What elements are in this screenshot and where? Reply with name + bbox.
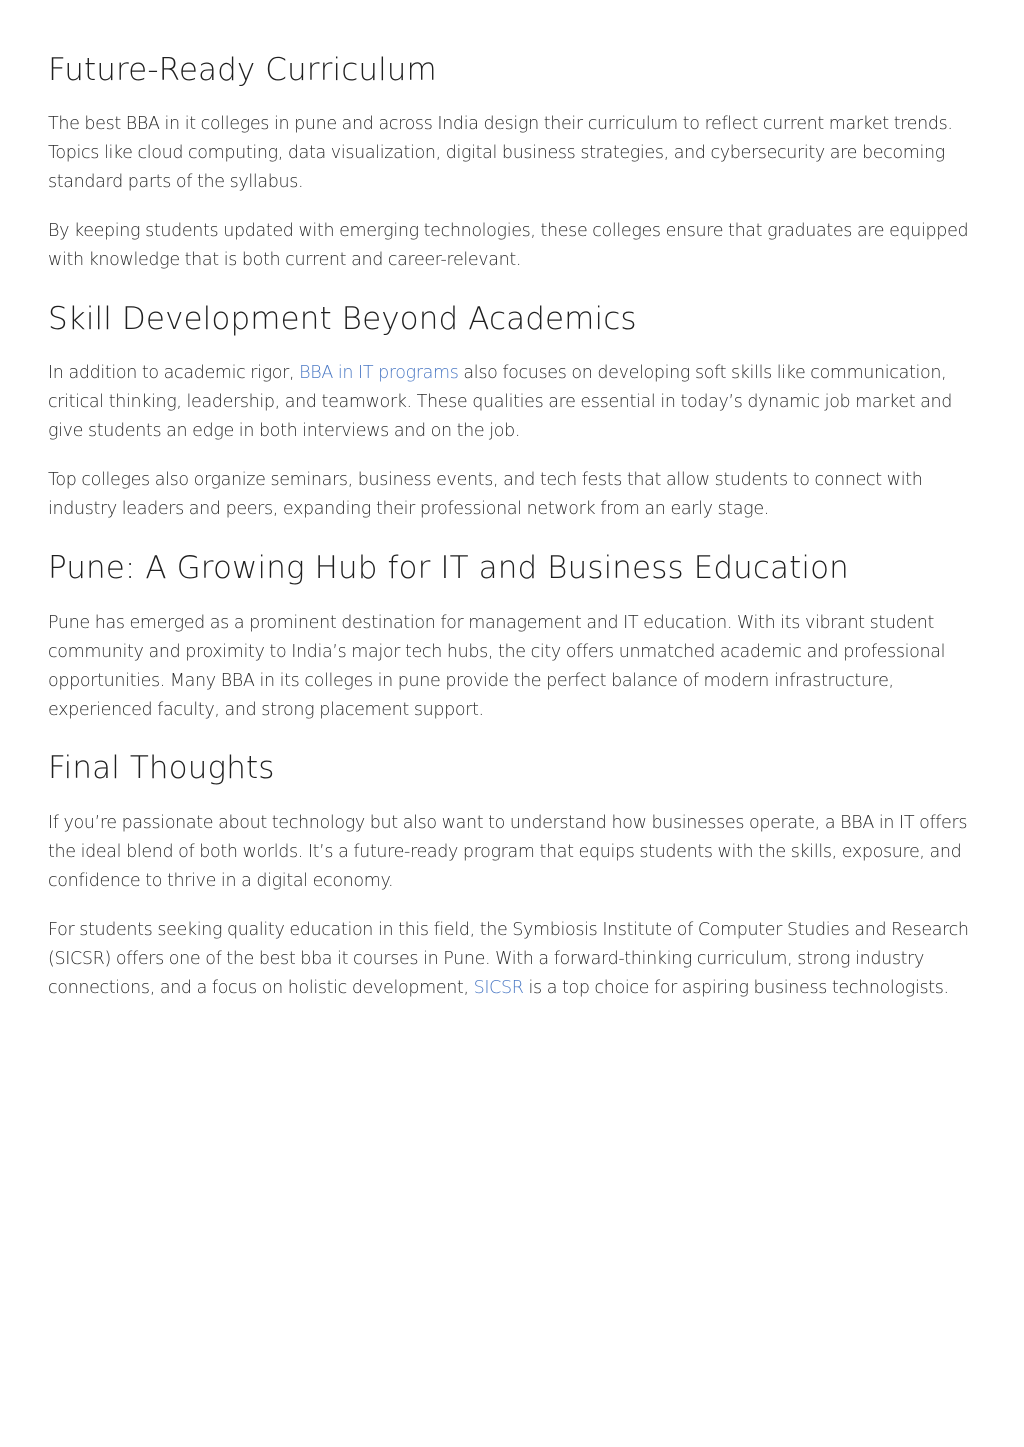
paragraph-pune-destination: Pune has emerged as a prominent destination for management and IT education. With its vibrant student community and proximity to India’s major tech hubs, the city offers unmatched academic and professional opportunities. Many BBA in its colleges in pune provide the perfect balance of modern infrastructure, experienced faculty, and strong placement support. [48, 613, 946, 720]
heading-final-thoughts: Final Thoughts [48, 750, 275, 786]
paragraph-seminars-events: Top colleges also organize seminars, business events, and tech fests that allow students to connect with industry leaders and peers, expanding their professional network from an early stage. [48, 470, 923, 519]
paragraph-curriculum-trends: The best BBA in it colleges in pune and across India design their curriculum to reflect current market trends. Topics like cloud computing, data visualization, digital business strategies, and cybersecurity are becoming standard parts of the syllabus. [48, 114, 953, 192]
heading-skill-development: Skill Development Beyond Academics [48, 301, 637, 337]
paragraph-text-after-link: is a top choice for aspiring business technologists. [523, 978, 949, 998]
bba-in-it-programs-link[interactable]: BBA in IT programs [299, 363, 459, 383]
sicsr-link[interactable]: SICSR [473, 978, 524, 998]
heading-future-ready-curriculum: Future-Ready Curriculum [48, 52, 437, 88]
paragraph-soft-skills [48, 359, 978, 446]
paragraph-text-before-link: In addition to academic rigor, [48, 363, 300, 383]
paragraph-sicsr [48, 916, 978, 1003]
paragraph-emerging-technologies: By keeping students updated with emerging technologies, these colleges ensure that graduates are equipped with knowledge that is both current and career-relevant. [48, 221, 969, 270]
paragraph-passionate-technology: If you’re passionate about technology but also want to understand how businesses operate, a BBA in IT offers the ideal blend of both worlds. It’s a future-ready program that equips students with the skills, exposure, and confidence to thrive in a digital economy. [48, 813, 968, 891]
paragraph-text-after-link: also focuses on developing soft skills like communication, critical thinking, leadership, and teamwork. These qualities are essential in today’s dynamic job market and give students an edge in both interviews and on the job. [48, 363, 953, 441]
paragraph-text-before-link: For students seeking quality education in this field, the Symbiosis Institute of Computer Studies and Research (SICSR) offers one of the best bba it courses in Pune. With a forward-thinking curriculum, strong industry connections, and a focus on holistic development, [48, 920, 969, 998]
heading-pune-hub: Pune: A Growing Hub for IT and Business Education [48, 550, 849, 586]
